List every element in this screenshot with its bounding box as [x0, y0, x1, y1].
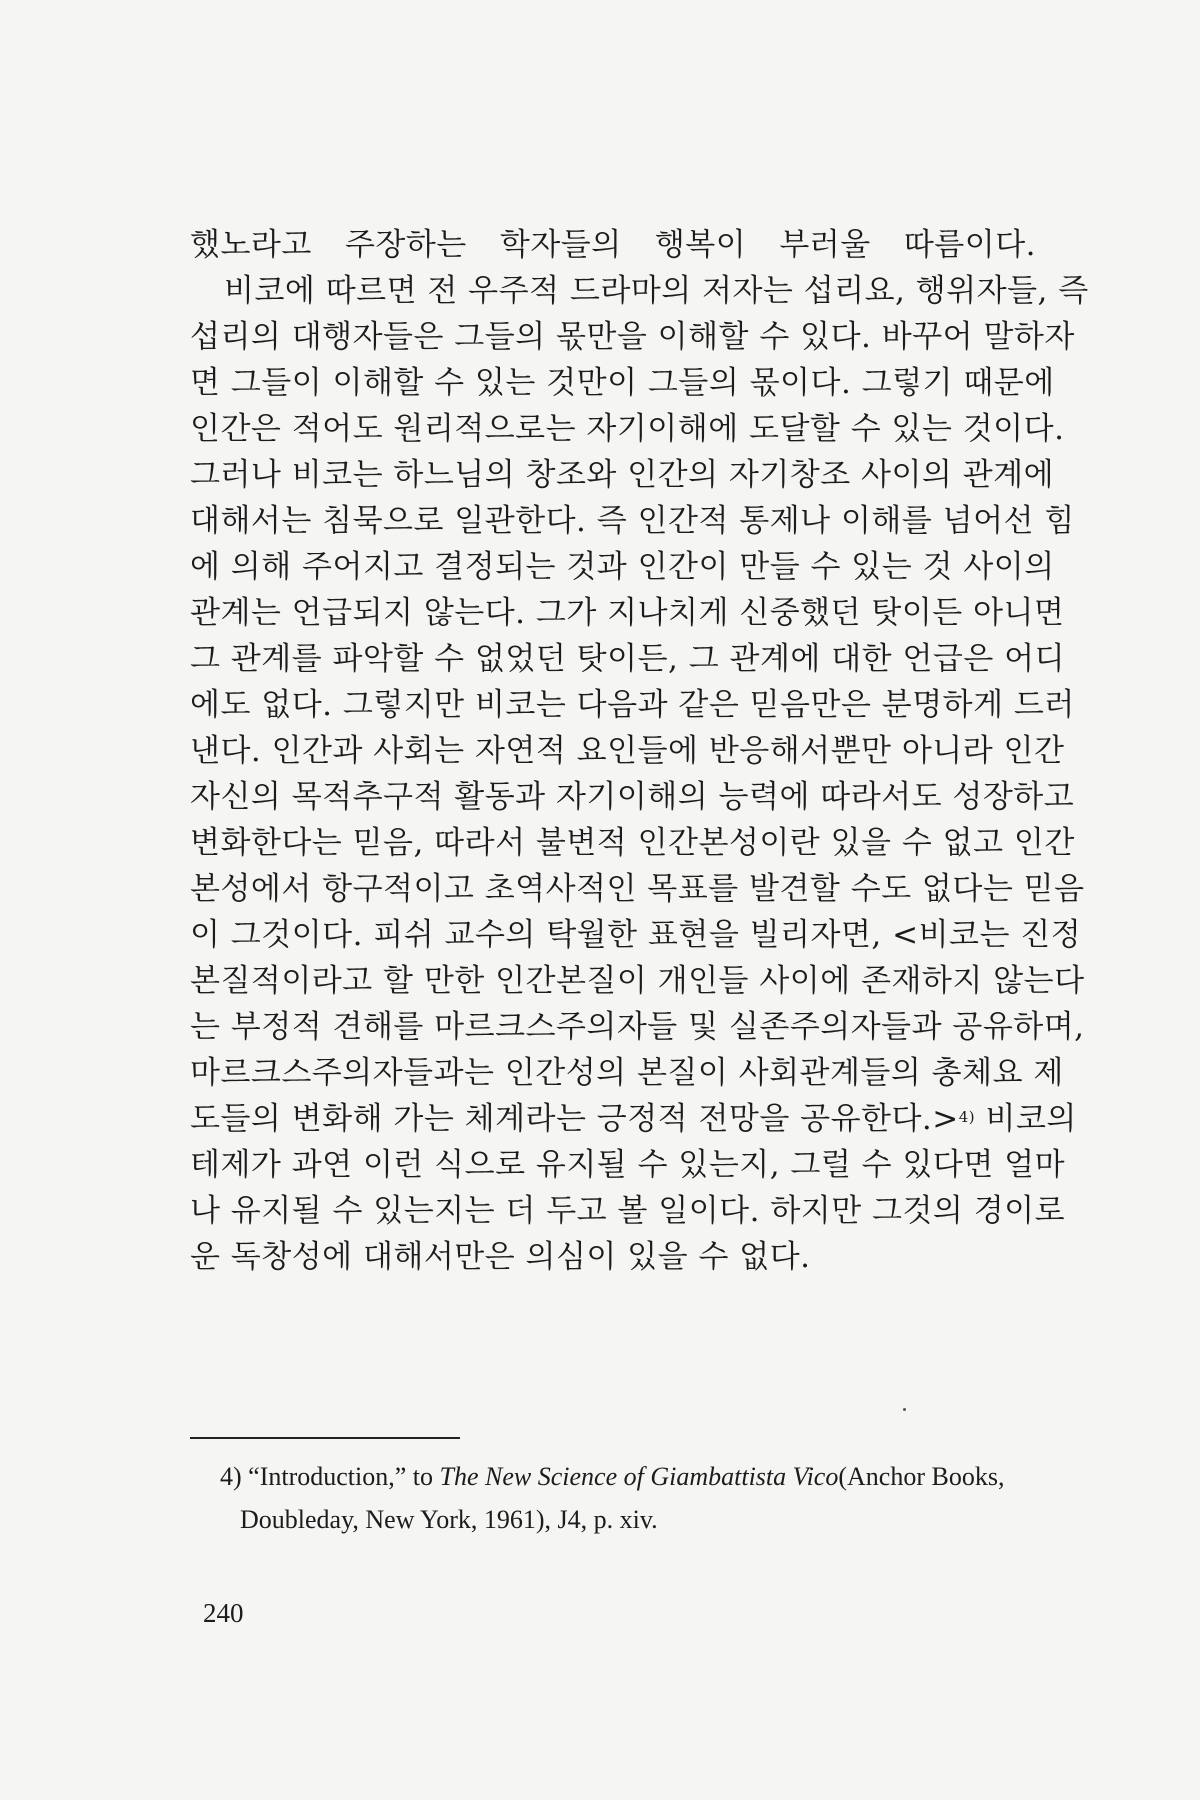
- text-line: 이 그것이다. 피쉬 교수의 탁월한 표현을 빌리자면, <비코는 진정: [190, 917, 1082, 953]
- footnote-line: Doubleday, New York, 1961), J4, p. xiv.: [240, 1505, 658, 1534]
- footnote-text: (Anchor Books,: [838, 1462, 1005, 1491]
- text-line: 에도 없다. 그렇지만 비코는 다음과 같은 믿음만은 분명하게 드러: [190, 687, 1075, 723]
- text-line: 나 유지될 수 있는지는 더 두고 볼 일이다. 하지만 그것의 경이로: [190, 1193, 1066, 1229]
- text-line: 했노라고 주장하는 학자들의 행복이 부러울 따름이다.: [190, 227, 1036, 263]
- text-line: 관계는 언급되지 않는다. 그가 지나치게 신중했던 탓이든 아니면: [190, 595, 1065, 631]
- text-line: 변화한다는 믿음, 따라서 불변적 인간본성이란 있을 수 없고 인간: [190, 825, 1075, 861]
- text-line: 는 부정적 견해를 마르크스주의자들 및 실존주의자들과 공유하며,: [190, 1009, 1085, 1045]
- text-line: 에 의해 주어지고 결정되는 것과 인간이 만들 수 있는 것 사이의: [190, 549, 1055, 585]
- text-line: 테제가 과연 이런 식으로 유지될 수 있는지, 그럴 수 있다면 얼마: [190, 1147, 1066, 1183]
- text-line: 자신의 목적추구적 활동과 자기이해의 능력에 따라서도 성장하고: [190, 779, 1075, 815]
- text-line: 비코에 따르면 전 우주적 드라마의 저자는 섭리요, 행위자들, 즉: [224, 273, 1089, 309]
- text-line-segment: 도들의 변화해 가는 체계라는 긍정적 전망을 공유한다.>: [190, 1101, 959, 1137]
- footnote-divider: [190, 1437, 460, 1439]
- body-text: [190, 222, 1089, 1280]
- footnote-reference: 4): [958, 1108, 976, 1126]
- text-line: 마르크스주의자들과는 인간성의 본질이 사회관계들의 총체요 제: [190, 1055, 1064, 1091]
- scan-speck: [903, 1408, 906, 1411]
- footnote-text: “Introduction,” to: [248, 1462, 440, 1491]
- text-line: 인간은 적어도 원리적으로는 자기이해에 도달할 수 있는 것이다.: [190, 411, 1065, 447]
- text-line: 그러나 비코는 하느님의 창조와 인간의 자기창조 사이의 관계에: [190, 457, 1055, 493]
- text-line: 섭리의 대행자들은 그들의 몫만을 이해할 수 있다. 바꾸어 말하자: [190, 319, 1075, 355]
- text-line-with-footnote: [190, 1096, 1077, 1142]
- text-line: 낸다. 인간과 사회는 자연적 요인들에 반응해서뿐만 아니라 인간: [190, 733, 1065, 769]
- footnote-book-title: The New Science of Giambattista Vico: [439, 1462, 839, 1491]
- text-line: 그 관계를 파악할 수 없었던 탓이든, 그 관계에 대한 언급은 어디: [190, 641, 1066, 677]
- footnote-line: [220, 1455, 1040, 1498]
- text-line: 운 독창성에 대해서만은 의심이 있을 수 없다.: [190, 1239, 811, 1275]
- footnote: [220, 1455, 1040, 1541]
- footnote-number: 4): [220, 1462, 242, 1491]
- text-line: 대해서는 침묵으로 일관한다. 즉 인간적 통제나 이해를 넘어선 힘: [190, 503, 1075, 539]
- text-line: 면 그들이 이해할 수 있는 것만이 그들의 몫이다. 그렇기 때문에: [190, 365, 1055, 401]
- text-line: 본성에서 항구적이고 초역사적인 목표를 발견할 수도 없다는 믿음: [190, 871, 1085, 907]
- text-line-segment: 비코의: [985, 1101, 1077, 1137]
- text-line: 본질적이라고 할 만한 인간본질이 개인들 사이에 존재하지 않는다: [190, 963, 1085, 999]
- page-number: 240: [203, 1598, 244, 1628]
